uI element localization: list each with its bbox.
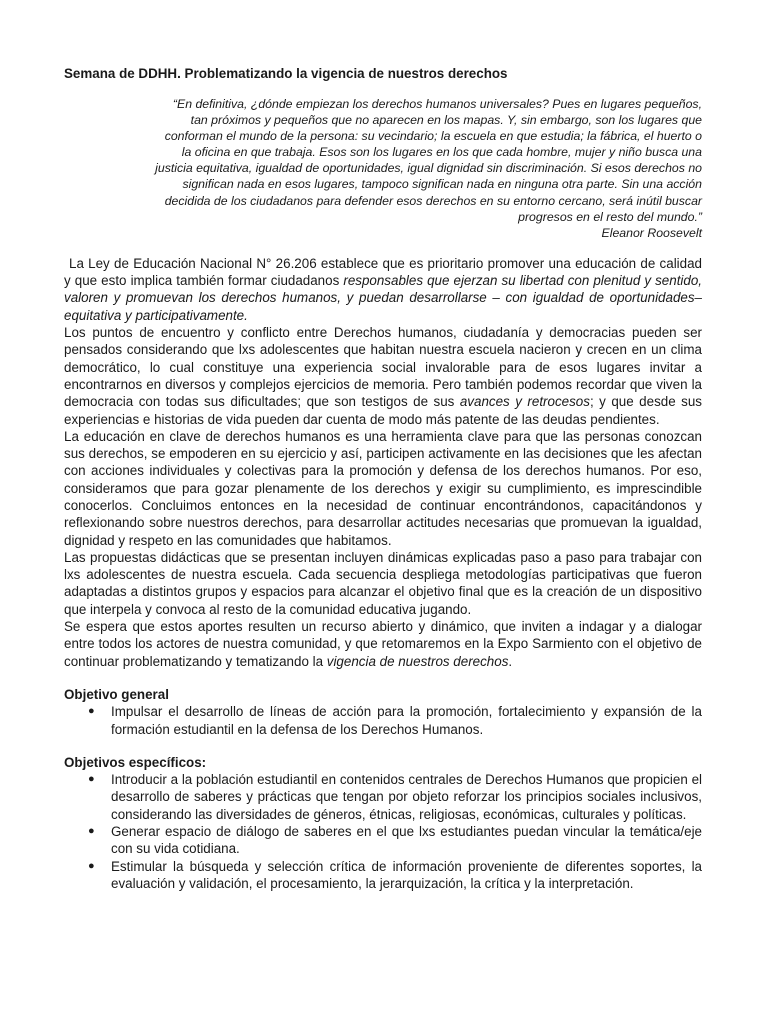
objetivo-general-section	[64, 686, 702, 738]
list-item	[64, 703, 702, 738]
paragraph-ley-educacion	[64, 255, 702, 324]
paragraph-emphasis: vigencia de nuestros derechos	[326, 653, 509, 669]
quote-text: “En definitiva, ¿dónde empiezan los derechos humanos universales? Pues en lugares pequeños, tan próximos y pequeños que no aparecen en los mapas. Y, sin embargo, son los lugares que conforman el mundo de la persona: su vecindario; la escuela en que estudia; la fábrica, el huerto o la oficina en que trabaja. Esos son los lugares en los que cada hombre, mujer y niño busca una justicia equitativa, igualdad de oportunidades, igual dignidad sin discriminación. Si esos derechos no significan nada en esos lugares, tampoco significan nada en ninguna otra parte. Sin una acción decidida de los ciudadanos para defender esos derechos en su entorno cercano, será inútil buscar progresos en el resto del mundo.”	[155, 97, 702, 224]
paragraph-propuestas: Las propuestas didácticas que se presentan incluyen dinámicas explicadas paso a paso para trabajar con lxs adolescentes de nuestra escuela. Cada secuencia despliega metodologías participativas que fueron adaptadas a distintos grupos y espacios para alcanzar el objetivo final que es la creación de un dispositivo que interpela y convoca al resto de la comunidad educativa jugando.	[64, 549, 702, 617]
bullet-icon: ●	[88, 705, 95, 718]
objetivos-especificos-section	[64, 754, 702, 892]
document-title: Semana de DDHH. Problematizando la vigencia de nuestros derechos	[64, 66, 508, 81]
paragraph-emphasis: responsables que ejerzan su libertad con plenitud y sentido, valoren y promuevan los derechos humanos, y puedan desarrollarse – con igualdad de oportunidades– equitativa y participativamente.	[64, 273, 703, 323]
paragraph-expectativa	[64, 618, 702, 670]
bullet-icon: ●	[88, 859, 95, 872]
document-page	[64, 64, 702, 892]
objetivo-general-heading: Objetivo general	[64, 686, 169, 702]
list-item	[64, 771, 702, 823]
list-item	[64, 823, 702, 858]
list-item-text: Impulsar el desarrollo de líneas de acción para la promoción, fortalecimiento y expansión de la formación estudiantil en la defensa de los Derechos Humanos.	[111, 704, 702, 737]
paragraph-puntos-encuentro	[64, 324, 702, 428]
objetivos-especificos-list	[64, 771, 702, 892]
quote-author: Eleanor Roosevelt	[601, 225, 702, 240]
bullet-icon: ●	[88, 773, 95, 786]
paragraph-text: .	[508, 653, 513, 669]
list-item-text: Introducir a la población estudiantil en contenidos centrales de Derechos Humanos que propicien el desarrollo de saberes y prácticas que tengan por objeto reforzar los principios sociales inclusivos, considerando las diversidades de géneros, étnicas, religiosas, económicas, culturales y políticas.	[111, 772, 702, 822]
paragraph-emphasis: avances y retrocesos	[459, 394, 590, 410]
list-item-text: Estimular la búsqueda y selección crítica de información proveniente de diferentes soportes, la evaluación y validación, el procesamiento, la jerarquización, la crítica y la interpretación.	[111, 858, 702, 891]
paragraph-text: ; y que desde sus experiencias e historias de vida pueden dar cuenta de modo más patente de las deudas pendientes.	[64, 394, 702, 427]
paragraph-educacion-ddhh: La educación en clave de derechos humanos es una herramienta clave para que las personas conozcan sus derechos, se empoderen en su ejercicio y así, participen activamente en las decisiones que les afectan con acciones individuales y colectivas para la promoción y defensa de los derechos humanos. Por eso, consideramos que para gozar plenamente de los derechos y exigir su cumplimiento, es imprescindible conocerlos. Concluimos entonces en la necesidad de continuar encontrándonos, capacitándonos y reflexionando sobre nuestros derechos, para desarrollar actitudes necesarias que promuevan la igualdad, dignidad y respeto en las comunidades que habitamos.	[64, 428, 702, 548]
objetivo-general-list	[64, 703, 702, 738]
objetivos-especificos-heading: Objetivos específicos:	[64, 754, 207, 770]
paragraph-text: La Ley de Educación Nacional N° 26.206 establece que es prioritario promover una educación de calidad y que esto implica también formar ciudadanos	[64, 255, 702, 289]
epigraph-quote	[154, 96, 702, 241]
bullet-icon: ●	[88, 825, 95, 838]
list-item	[64, 858, 702, 893]
list-item-text: Generar espacio de diálogo de saberes en el que lxs estudiantes puedan vincular la temática/eje con su vida cotidiana.	[111, 824, 702, 857]
document-body	[64, 255, 702, 670]
paragraph-text: Los puntos de encuentro y conflicto entre Derechos humanos, ciudadanía y democracias pueden ser pensados considerando que lxs adolescentes que habitan nuestra escuela nacieron y crecen en un clima democrático, lo cual constituye una experiencia social invalorable para de esos lugares invitar a encontrarnos en diversos y complejos ejercicios de memoria. Pero también podemos recordar que viven la democracia con todas sus dificultades; que son testigos de sus	[64, 325, 702, 410]
paragraph-text: Se espera que estos aportes resulten un recurso abierto y dinámico, que inviten a indagar y a dialogar entre todos los actores de nuestra comunidad, y que retomaremos en la Expo Sarmiento con el objetivo de continuar problematizando y tematizando la	[64, 619, 702, 669]
